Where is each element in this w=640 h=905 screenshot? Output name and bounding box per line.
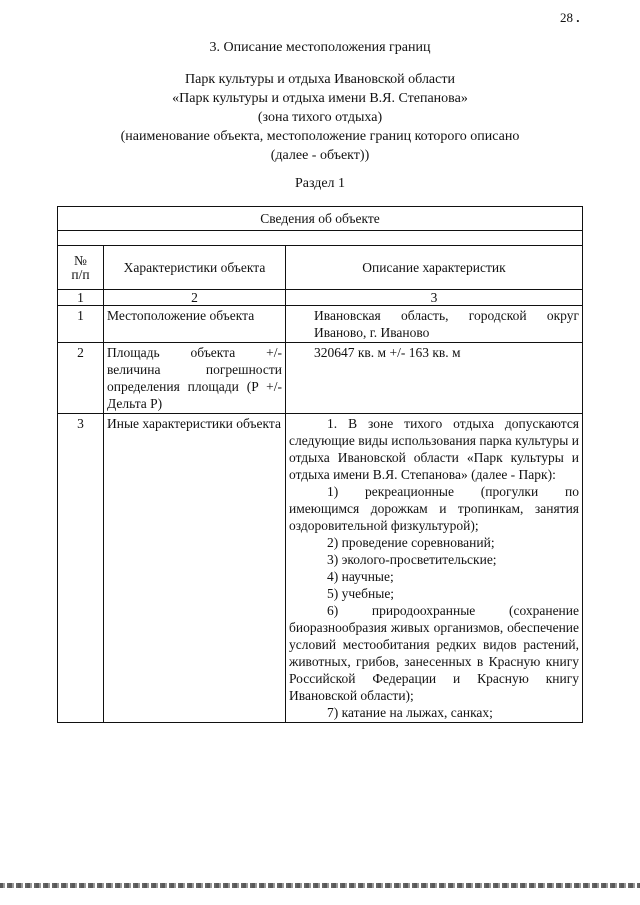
description-paragraph: 6) природоохранные (сохранение биоразнообразия живых организмов, обеспечение условий местообитания редких видов растений, животных, грибов, занесенных в Красную книгу Российской Федерации и Красную книгу Ивановской области);: [289, 603, 580, 703]
table-row: [58, 306, 583, 343]
page-number: [560, 10, 580, 26]
row-description: 320647 кв. м +/- 163 кв. м: [286, 343, 583, 414]
object-header: [0, 70, 640, 165]
section-title: 3. Описание местоположения границ: [209, 40, 431, 55]
header-characteristic: Характеристики объекта: [104, 246, 286, 290]
row-description: [286, 414, 583, 723]
object-zone-line: (зона тихого отдыха): [257, 110, 383, 125]
table-row: [58, 343, 583, 414]
row-number: 3: [58, 414, 104, 723]
table-row: [58, 414, 583, 723]
object-note-line: (далее - объект)): [270, 148, 370, 163]
description-paragraph: 7) катание на лыжах, санках;: [327, 705, 493, 720]
header-number-line: п/п: [71, 266, 90, 282]
page-number-value: 28: [560, 10, 573, 25]
row-characteristic: Площадь объекта +/- величина погрешности определения площади (P +/- Дельта P): [104, 343, 286, 414]
row-number: 1: [58, 306, 104, 343]
header-number: [58, 246, 104, 290]
description-paragraph: 3) эколого-просветительские;: [327, 552, 497, 567]
header-description: Описание характеристик: [286, 246, 583, 290]
row-description: Ивановская область, городской округ Иваново, г. Иваново: [286, 306, 583, 343]
table-caption-row: [58, 207, 583, 231]
table-gap-row: [58, 231, 583, 246]
object-name-line: «Парк культуры и отдыха имени В.Я. Степанова»: [172, 91, 468, 106]
object-info-table: [57, 206, 583, 723]
row-number: 2: [58, 343, 104, 414]
page-number-dot: .: [576, 10, 580, 25]
table-gap: [58, 231, 583, 246]
description-paragraph: 4) научные;: [327, 569, 394, 584]
description-paragraph: 1) рекреационные (прогулки по имеющимся дорожкам и тропинкам, занятия оздоровительной физкультурой);: [289, 484, 580, 533]
section-heading: Раздел 1: [294, 176, 346, 191]
object-note-line: (наименование объекта, местоположение границ которого описано: [120, 129, 520, 144]
column-number: 1: [58, 290, 104, 306]
row-characteristic: Местоположение объекта: [104, 306, 286, 343]
table-caption: Сведения об объекте: [58, 207, 583, 231]
row-characteristic: Иные характеристики объекта: [104, 414, 286, 723]
column-number: 3: [286, 290, 583, 306]
column-number: 2: [104, 290, 286, 306]
header-number-line: №: [74, 252, 87, 268]
column-number-row: [58, 290, 583, 306]
table-header-row: [58, 246, 583, 290]
object-name-line: Парк культуры и отдыха Ивановской области: [185, 72, 455, 87]
description-paragraph: 1. В зоне тихого отдыха допускаются следующие виды использования парка культуры и отдыха Ивановской области «Парк культуры и отдыха имени В.Я. Степанова» (далее - Парк):: [289, 416, 580, 482]
scan-edge-artifact: [0, 883, 640, 888]
description-paragraph: 5) учебные;: [327, 586, 395, 601]
description-paragraph: 2) проведение соревнований;: [327, 535, 495, 550]
